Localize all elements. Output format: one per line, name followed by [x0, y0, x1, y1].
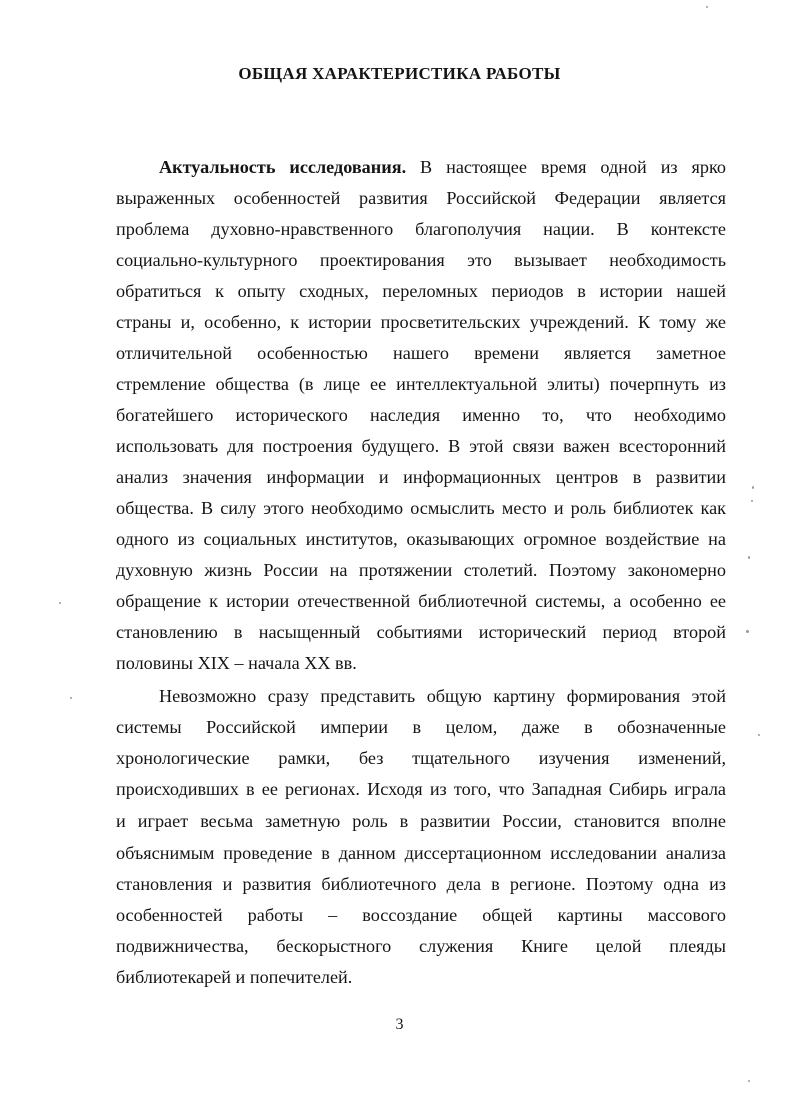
paragraph-2-line-7: становления и развития библиотечного дела в регионе. Поэтому одна из — [116, 874, 726, 894]
paragraph-1-line-8: стремление общества (в лице ее интеллектуальной элиты) почерпнуть из — [116, 374, 726, 394]
paragraph-2-line-9: подвижничества, бескорыстного служения Книге целой плеяды — [116, 936, 726, 956]
paragraph-1-line-13: одного из социальных институтов, оказывающих огромное воздействие на — [116, 529, 726, 549]
paragraph-1-line-9: богатейшего исторического наследия именно то, что необходимо — [116, 405, 726, 425]
paragraph-2-line-5: и играет весьма заметную роль в развитии России, становится вполне — [116, 811, 726, 831]
paragraph-1-line-10: использовать для построения будущего. В этой связи важен всесторонний — [116, 436, 726, 456]
paragraph-1-line-2: выраженных особенностей развития Российской Федерации является — [116, 188, 726, 208]
paragraph-1-line-1 — [159, 156, 726, 178]
paragraph-1-line-15: обращение к истории отечественной библиотечной системы, а особенно ее — [116, 591, 726, 611]
paragraph-1-line-6: страны и, особенно, к истории просветительских учреждений. К тому же — [116, 312, 726, 332]
paragraph-1-line-4: социально-культурного проектирования это вызывает необходимость — [116, 250, 726, 270]
paragraph-2-line-8: особенностей работы – воссоздание общей картины массового — [116, 905, 726, 925]
paragraph-1-line-14: духовную жизнь России на протяжении столетий. Поэтому закономерно — [116, 560, 726, 580]
paragraph-2-line-4: происходивших в ее регионах. Исходя из того, что Западная Сибирь играла — [116, 779, 726, 799]
paragraph-2-line-6: объяснимым проведение в данном диссертационном исследовании анализа — [116, 843, 726, 863]
paragraph-2-line-10: библиотекарей и попечителей. — [116, 967, 353, 987]
paragraph-2-line-1: Невозможно сразу представить общую картину формирования этой — [159, 686, 726, 706]
paragraph-1-line-3: проблема духовно-нравственного благополучия нации. В контексте — [116, 219, 726, 239]
scan-speck — [748, 556, 750, 559]
scan-speck — [758, 734, 760, 736]
section-title: ОБЩАЯ ХАРАКТЕРИСТИКА РАБОТЫ — [238, 64, 561, 83]
paragraph-1-line-7: отличительной особенностью нашего времени является заметное — [116, 343, 726, 363]
paragraph-1-line-12: общества. В силу этого необходимо осмыслить место и роль библиотек как — [116, 498, 726, 518]
scan-speck — [70, 697, 72, 699]
paragraph-1-first-line-rest: В настоящее время одной из ярко — [406, 157, 727, 177]
paragraph-1-line-16: становлению в насыщенный событиями исторический период второй — [116, 622, 726, 642]
paragraph-1-line-11: анализ значения информации и информационных центров в развитии — [116, 467, 726, 487]
scan-speck — [751, 500, 753, 502]
paragraph-1-line-17: половины XIX – начала XX вв. — [116, 653, 357, 673]
scan-speck — [706, 6, 708, 8]
scan-speck — [59, 602, 61, 604]
paragraph-2-line-3: хронологические рамки, без тщательного изучения изменений, — [116, 748, 726, 768]
scan-speck — [748, 1080, 750, 1082]
paragraph-2-line-2: системы Российской империи в целом, даже в обозначенные — [116, 717, 726, 737]
page-number: 3 — [395, 1016, 404, 1033]
scan-speck — [752, 486, 754, 489]
paragraph-1-lead: Актуальность исследования. — [159, 157, 407, 177]
scan-speck — [746, 630, 749, 633]
paragraph-1-line-5: обратиться к опыту сходных, переломных периодов в истории нашей — [116, 281, 726, 301]
